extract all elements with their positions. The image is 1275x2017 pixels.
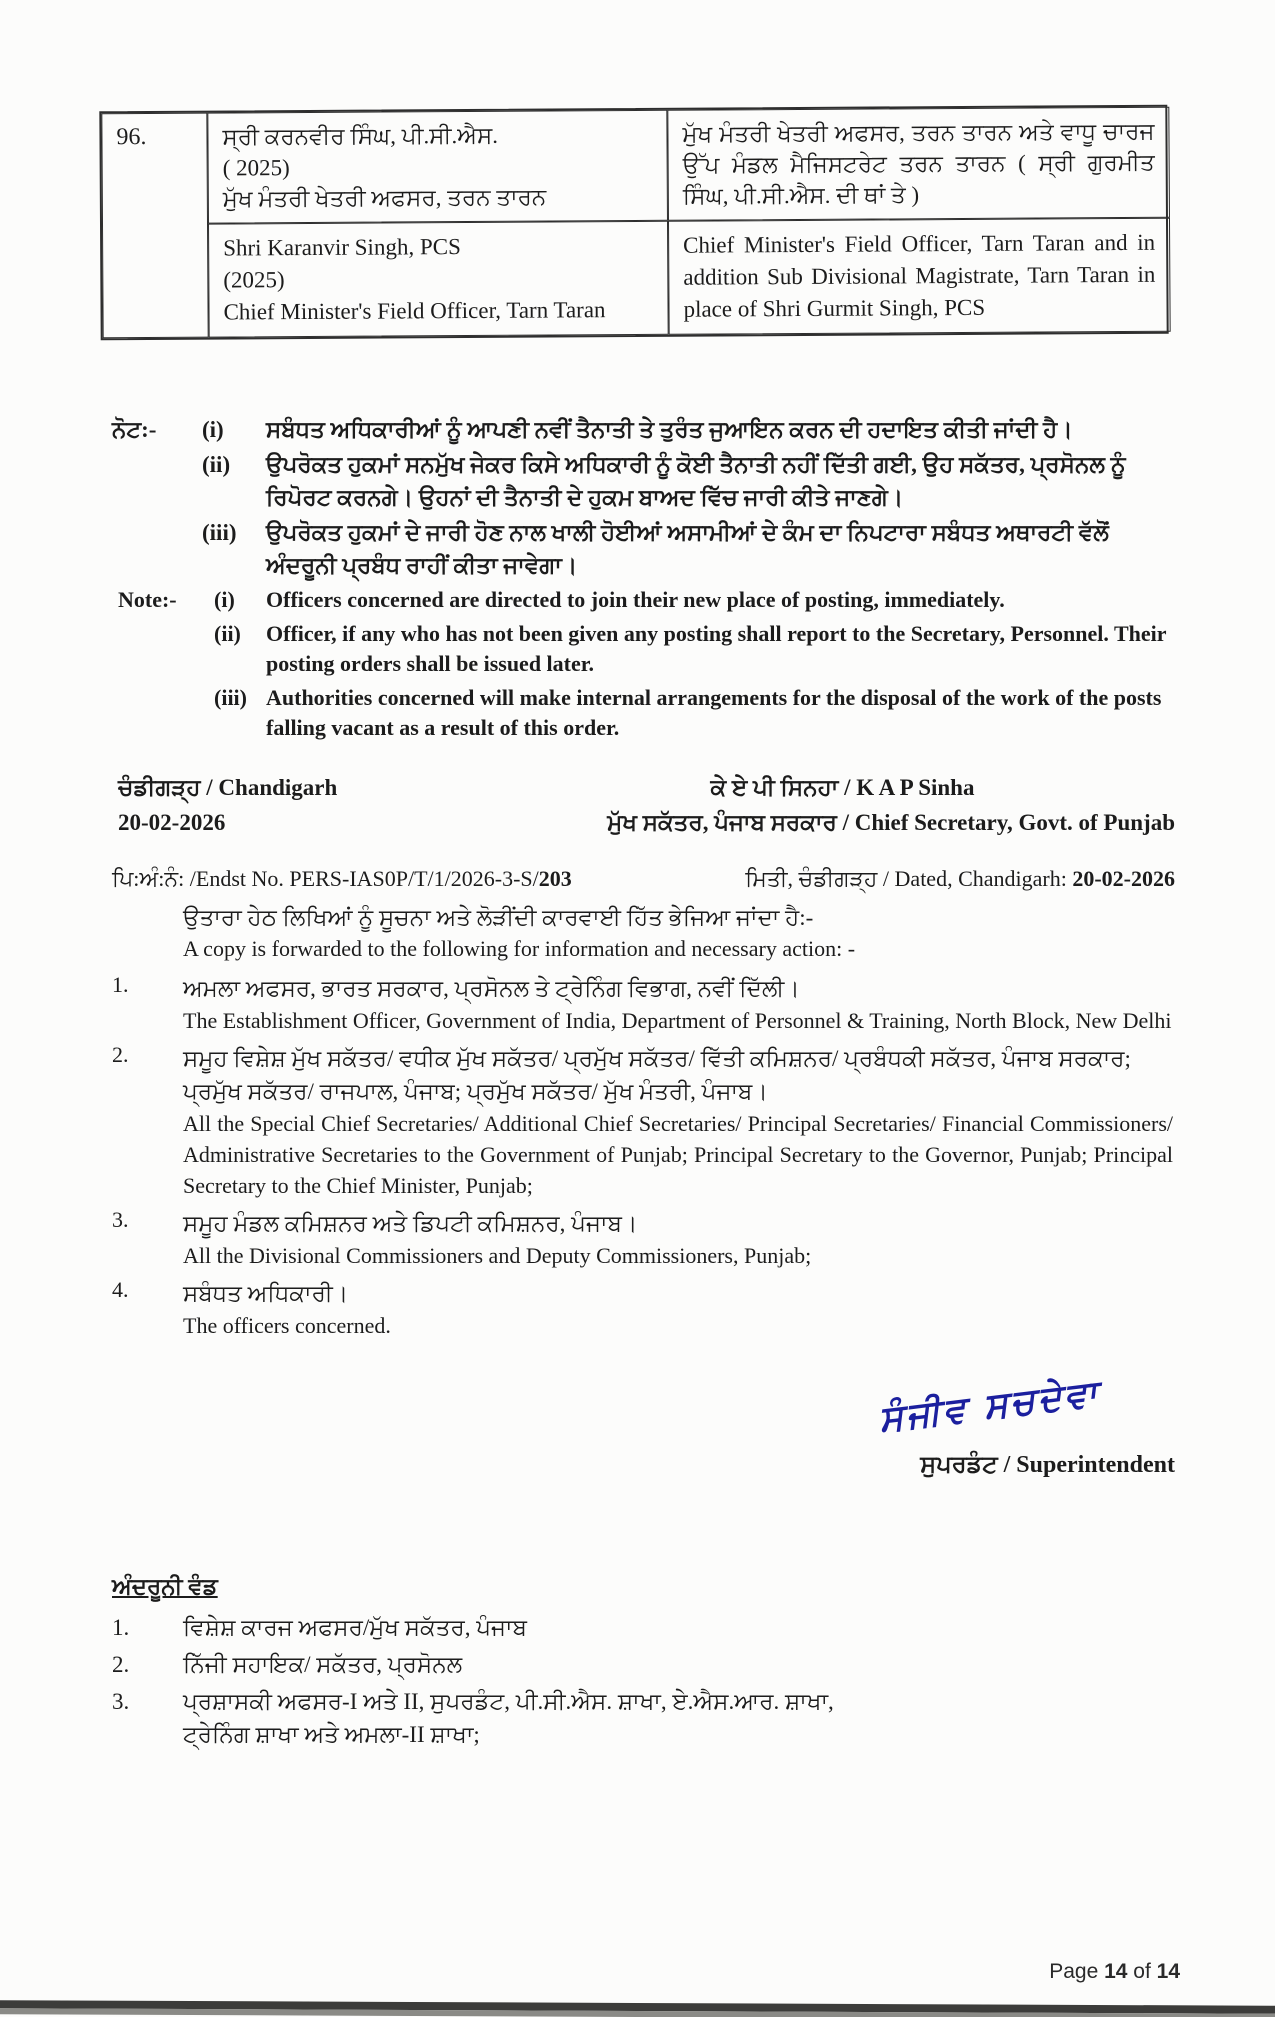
table-cell-serial: 96. [101, 113, 208, 339]
item-number: 2. [112, 1652, 130, 1677]
note-en-text-3: Authorities concerned will make internal arrangements for the disposal of the work of the posts falling vacant as a result of this order. [266, 685, 1162, 740]
item-number: 4. [112, 1277, 129, 1302]
internal-distribution [112, 1570, 1012, 1755]
item-text-pa: ਸਮੂਹ ਮੰਡਲ ਕਮਿਸ਼ਨਰ ਅਤੇ ਡਿਪਟੀ ਕਮਿਸ਼ਨਰ, ਪੰਜਾਬ। [183, 1211, 638, 1236]
officer-name-pa: ਸ੍ਰੀ ਕਰਨਵੀਰ ਸਿੰਘ, ਪੀ.ਸੀ.ਐਸ. [222, 122, 499, 150]
order-date: 20-02-2026 [118, 810, 226, 835]
note-pa-text-1: ਸਬੰਧਤ ਅਧਿਕਾਰੀਆਂ ਨੂੰ ਆਪਣੀ ਨਵੀਂ ਤੈਨਾਤੀ ਤੇ ਤੁਰੰਤ ਜੁਆਇਨ ਕਰਨ ਦੀ ਹਦਾਇਤ ਕੀਤੀ ਜਾਂਦੀ ਹੈ। [266, 417, 1073, 442]
item-text-pa: ਸਮੂਹ ਵਿਸ਼ੇਸ਼ ਮੁੱਖ ਸਕੱਤਰ/ ਵਧੀਕ ਮੁੱਖ ਸਕੱਤਰ/ ਪ੍ਰਮੁੱਖ ਸਕੱਤਰ/ ਵਿੱਤੀ ਕਮਿਸ਼ਨਰ/ ਪ੍ਰਬੰਧਕੀ ਸਕੱਤਰ, ਪੰਜਾਬ ਸਰਕਾਰ; ਪ੍ਰਮੁੱਖ ਸਕੱਤਰ/ ਰਾਜਪਾਲ, ਪੰਜਾਬ; ਪ੍ਰਮੁੱਖ ਸਕੱਤਰ/ ਮੁੱਖ ਮੰਤਰੀ, ਪੰਜਾਬ। [183, 1046, 1131, 1104]
note-en-text-1: Officers concerned are directed to join their new place of posting, immediately. [266, 587, 1005, 612]
internal-distribution-heading: ਅੰਦਰੂਨੀ ਵੰਡ [112, 1574, 218, 1599]
endorsement-date: ਮਿਤੀ, ਚੰਡੀਗੜ੍ਹ / Dated, Chandigarh: 20-02-2026 [745, 866, 1175, 891]
page-number: Page 14 of 14 [1049, 1960, 1180, 1983]
list-item [112, 1207, 1173, 1271]
item-text-en: All the Divisional Commissioners and Deputy Commissioners, Punjab; [183, 1243, 812, 1268]
notes-punjabi-label: ਨੋਟ:- [112, 417, 157, 442]
item-text: ਨਿੱਜੀ ਸਹਾਇਕ/ ਸਕੱਤਰ, ਪ੍ਰਸੋਨਲ [183, 1652, 463, 1677]
item-text-pa: ਸਬੰਧਤ ਅਧਿਕਾਰੀ। [183, 1281, 349, 1306]
signatory-name: ਕੇ ਏ ਪੀ ਸਿਨਹਾ / K A P Sinha [710, 775, 975, 800]
signing-authority-block [510, 770, 1175, 840]
list-item [112, 972, 1173, 1036]
officer-post-pa: ਮੁੱਖ ਮੰਤਰੀ ਖੇਤਰੀ ਅਫਸਰ, ਤਰਨ ਤਾਰਨ [222, 184, 547, 212]
item-text: ਪ੍ਰਸ਼ਾਸਕੀ ਅਫਸਰ-I ਅਤੇ II, ਸੁਪਰਡੰਟ, ਪੀ.ਸੀ.ਐਸ. ਸ਼ਾਖਾ, ਏ.ਐਸ.ਆਰ. ਸ਼ਾਖਾ, ਟ੍ਰੇਨਿੰਗ ਸ਼ਾਖਾ ਅਤੇ ਅਮਲਾ-II ਸ਼ਾਖਾ; [183, 1689, 834, 1747]
item-number: 2. [112, 1042, 129, 1067]
item-number: 1. [112, 972, 129, 997]
list-item [112, 1042, 1173, 1201]
table-cell-posting-english: Chief Minister's Field Officer, Tarn Taran and in addition Sub Divisional Magistrate, Tarn Taran in place of Shri Gurmit Singh, PCS [668, 218, 1171, 335]
item-number: 3. [112, 1689, 130, 1714]
note-en-num-2: (ii) [214, 621, 241, 646]
note-pa-num-3: (iii) [202, 520, 237, 545]
place-date-block [118, 770, 337, 840]
notes-english [118, 585, 1173, 743]
copy-forwarded-pa: ਉਤਾਰਾ ਹੇਠ ਲਿਖਿਆਂ ਨੂੰ ਸੂਚਨਾ ਅਤੇ ਲੋੜੀਂਦੀ ਕਾਰਵਾਈ ਹਿੱਤ ਭੇਜਿਆ ਜਾਂਦਾ ਹੈ:- [183, 905, 814, 930]
signatory-title: ਮੁੱਖ ਸਕੱਤਰ, ਪੰਜਾਬ ਸਰਕਾਰ / Chief Secretary, Govt. of Punjab [607, 810, 1175, 835]
table-cell-officer-english [208, 221, 669, 338]
table-cell-officer-punjabi [207, 110, 668, 224]
list-item [112, 1611, 1012, 1644]
table-cell-posting-punjabi: ਮੁੱਖ ਮੰਤਰੀ ਖੇਤਰੀ ਅਫਸਰ, ਤਰਨ ਤਾਰਨ ਅਤੇ ਵਾਧੂ ਚਾਰਜ ਉੱਪ ਮੰਡਲ ਮੈਜਿਸਟਰੇਟ ਤਰਨ ਤਾਰਨ ( ਸ੍ਰੀ ਗੁਰਮੀਤ ਸਿੰਘ, ਪੀ.ਸੀ.ਐਸ. ਦੀ ਥਾਂ ਤੇ ) [667, 107, 1170, 221]
endorsement-number: ਪਿ:ਅੰ:ਨੰ: /Endst No. PERS-IAS0P/T/1/2026-3-S/203 [112, 866, 572, 891]
officer-batch-en: (2025) [223, 267, 285, 293]
note-pa-num-1: (i) [202, 417, 224, 442]
note-pa-text-2: ਉਪਰੋਕਤ ਹੁਕਮਾਂ ਸਨਮੁੱਖ ਜੇਕਰ ਕਿਸੇ ਅਧਿਕਾਰੀ ਨੂੰ ਕੋਈ ਤੈਨਾਤੀ ਨਹੀਂ ਦਿੱਤੀ ਗਈ, ਉਹ ਸਕੱਤਰ, ਪ੍ਰਸੋਨਲ ਨੂੰ ਰਿਪੋਰਟ ਕਰਨਗੇ। ਉਹਨਾਂ ਦੀ ਤੈਨਾਤੀ ਦੇ ਹੁਕਮ ਬਾਅਦ ਵਿੱਚ ਜਾਰੀ ਕੀਤੇ ਜਾਣਗੇ। [266, 452, 1126, 510]
place-line: ਚੰਡੀਗੜ੍ਹ / Chandigarh [118, 775, 338, 800]
note-pa-text-3: ਉਪਰੋਕਤ ਹੁਕਮਾਂ ਦੇ ਜਾਰੀ ਹੋਣ ਨਾਲ ਖਾਲੀ ਹੋਈਆਂ ਅਸਾਮੀਆਂ ਦੇ ਕੰਮ ਦਾ ਨਿਪਟਾਰਾ ਸਬੰਧਤ ਅਥਾਰਟੀ ਵੱਲੋਂ ਅੰਦਰੂਨੀ ਪ੍ਰਬੰਧ ਰਾਹੀਂ ਕੀਤਾ ਜਾਵੇਗਾ। [266, 520, 1109, 578]
officer-batch-pa: ( 2025) [222, 155, 290, 181]
list-item [112, 1277, 1173, 1341]
item-text-en: All the Special Chief Secretaries/ Additional Chief Secretaries/ Principal Secretaries/ Financial Commissioners/ Administrative Secretaries to the Government of Punjab; Principal Secretary to the Governor, Punjab; Principal Secretary to the Chief Minister, Punjab; [183, 1111, 1173, 1198]
posting-order-table [99, 105, 1168, 341]
officer-name-en: Shri Karanvir Singh, PCS [223, 234, 461, 261]
item-text-en: The Establishment Officer, Government of India, Department of Personnel & Training, North Block, New Delhi [183, 1008, 1172, 1033]
superintendent-title: ਸੁਪਰਡੰਟ / Superintendent [920, 1452, 1175, 1478]
item-number: 3. [112, 1207, 129, 1232]
distribution-list [112, 972, 1173, 1347]
item-number: 1. [112, 1615, 130, 1640]
copy-forwarded-en: A copy is forwarded to the following for information and necessary action: - [183, 936, 856, 961]
item-text-en: The officers concerned. [183, 1313, 391, 1338]
notes-punjabi [112, 413, 1175, 582]
list-item [112, 1685, 1012, 1751]
note-en-text-2: Officer, if any who has not been given any posting shall report to the Secretary, Personnel. Their posting orders shall be issued later. [266, 621, 1167, 676]
note-pa-num-2: (ii) [202, 452, 231, 477]
handwritten-signature: ਸੰਜੀਵ ਸਚਦੇਵਾ [876, 1372, 1103, 1441]
note-en-num-1: (i) [214, 587, 235, 612]
notes-english-label: Note:- [118, 587, 177, 612]
note-en-num-3: (iii) [214, 685, 247, 710]
endorsement-line [112, 866, 1175, 892]
list-item [112, 1648, 1012, 1681]
item-text: ਵਿਸ਼ੇਸ਼ ਕਾਰਜ ਅਫਸਰ/ਮੁੱਖ ਸਕੱਤਰ, ਪੰਜਾਬ [183, 1615, 527, 1640]
item-text-pa: ਅਮਲਾ ਅਫਸਰ, ਭਾਰਤ ਸਰਕਾਰ, ਪ੍ਰਸੋਨਲ ਤੇ ਟ੍ਰੇਨਿੰਗ ਵਿਭਾਗ, ਨਵੀਂ ਦਿੱਲੀ। [183, 976, 800, 1001]
officer-post-en: Chief Minister's Field Officer, Tarn Taran [223, 297, 606, 325]
copy-forwarded-block [183, 902, 1173, 964]
